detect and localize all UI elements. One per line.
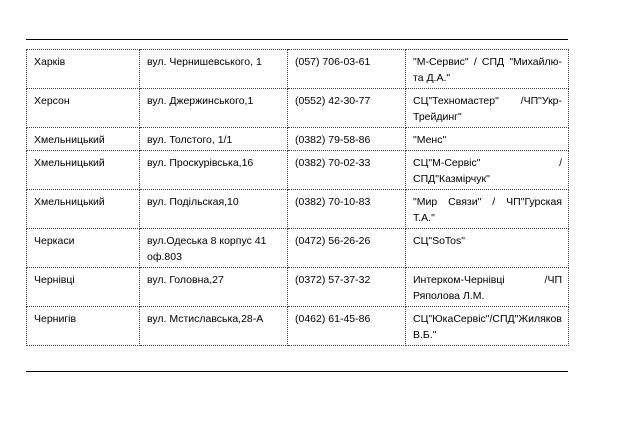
service-center-table (26, 49, 569, 346)
address-cell: вул.Одеська 8 корпус 41 оф.803 (140, 229, 288, 268)
phone-cell: (0382) 70-10-83 (288, 190, 406, 229)
address-cell: вул. Толстого, 1/1 (140, 128, 288, 151)
phone-cell: (0382) 70-02-33 (288, 151, 406, 190)
header-rule (26, 39, 568, 40)
organization-cell: СЦ"SoTos" (406, 229, 569, 268)
organization-cell: "М-Сервис" / СПД "Михайлю-та Д.А." (406, 50, 569, 89)
organization-cell: "Менс" (406, 128, 569, 151)
table-row (27, 89, 569, 128)
city-cell: Херсон (27, 89, 140, 128)
organization-cell: Интерком-Чернівці /ЧП Ряполова Л.М. (406, 268, 569, 307)
organization-cell: СЦ"М-Сервіс" /СПД"Казмірчук" (406, 151, 569, 190)
phone-cell: (0472) 56-26-26 (288, 229, 406, 268)
city-cell: Чернівці (27, 268, 140, 307)
city-cell: Чернигів (27, 307, 140, 346)
address-cell: вул. Мстиславська,28-А (140, 307, 288, 346)
city-cell: Харків (27, 50, 140, 89)
address-cell: вул. Проскурівська,16 (140, 151, 288, 190)
table-row (27, 128, 569, 151)
table-row (27, 50, 569, 89)
table-row (27, 190, 569, 229)
table-row (27, 229, 569, 268)
footer-rule (26, 371, 568, 372)
city-cell: Черкаси (27, 229, 140, 268)
address-cell: вул. Чернишевського, 1 (140, 50, 288, 89)
address-cell: вул. Подільская,10 (140, 190, 288, 229)
city-cell: Хмельницький (27, 151, 140, 190)
organization-cell: СЦ"ЮкаСервіс"/СПД"Жиляков В.Б." (406, 307, 569, 346)
address-cell: вул. Джержинського,1 (140, 89, 288, 128)
table-row (27, 307, 569, 346)
table-row (27, 268, 569, 307)
city-cell: Хмельницький (27, 128, 140, 151)
organization-cell: СЦ"Техномастер" /ЧП"Укр-Трейдинг" (406, 89, 569, 128)
phone-cell: (0382) 79-58-86 (288, 128, 406, 151)
address-cell: вул. Головна,27 (140, 268, 288, 307)
table-row (27, 151, 569, 190)
organization-cell: "Мир Связи" / ЧП"Гурская Т.А." (406, 190, 569, 229)
phone-cell: (0372) 57-37-32 (288, 268, 406, 307)
city-cell: Хмельницький (27, 190, 140, 229)
phone-cell: (057) 706-03-61 (288, 50, 406, 89)
phone-cell: (0462) 61-45-86 (288, 307, 406, 346)
phone-cell: (0552) 42-30-77 (288, 89, 406, 128)
